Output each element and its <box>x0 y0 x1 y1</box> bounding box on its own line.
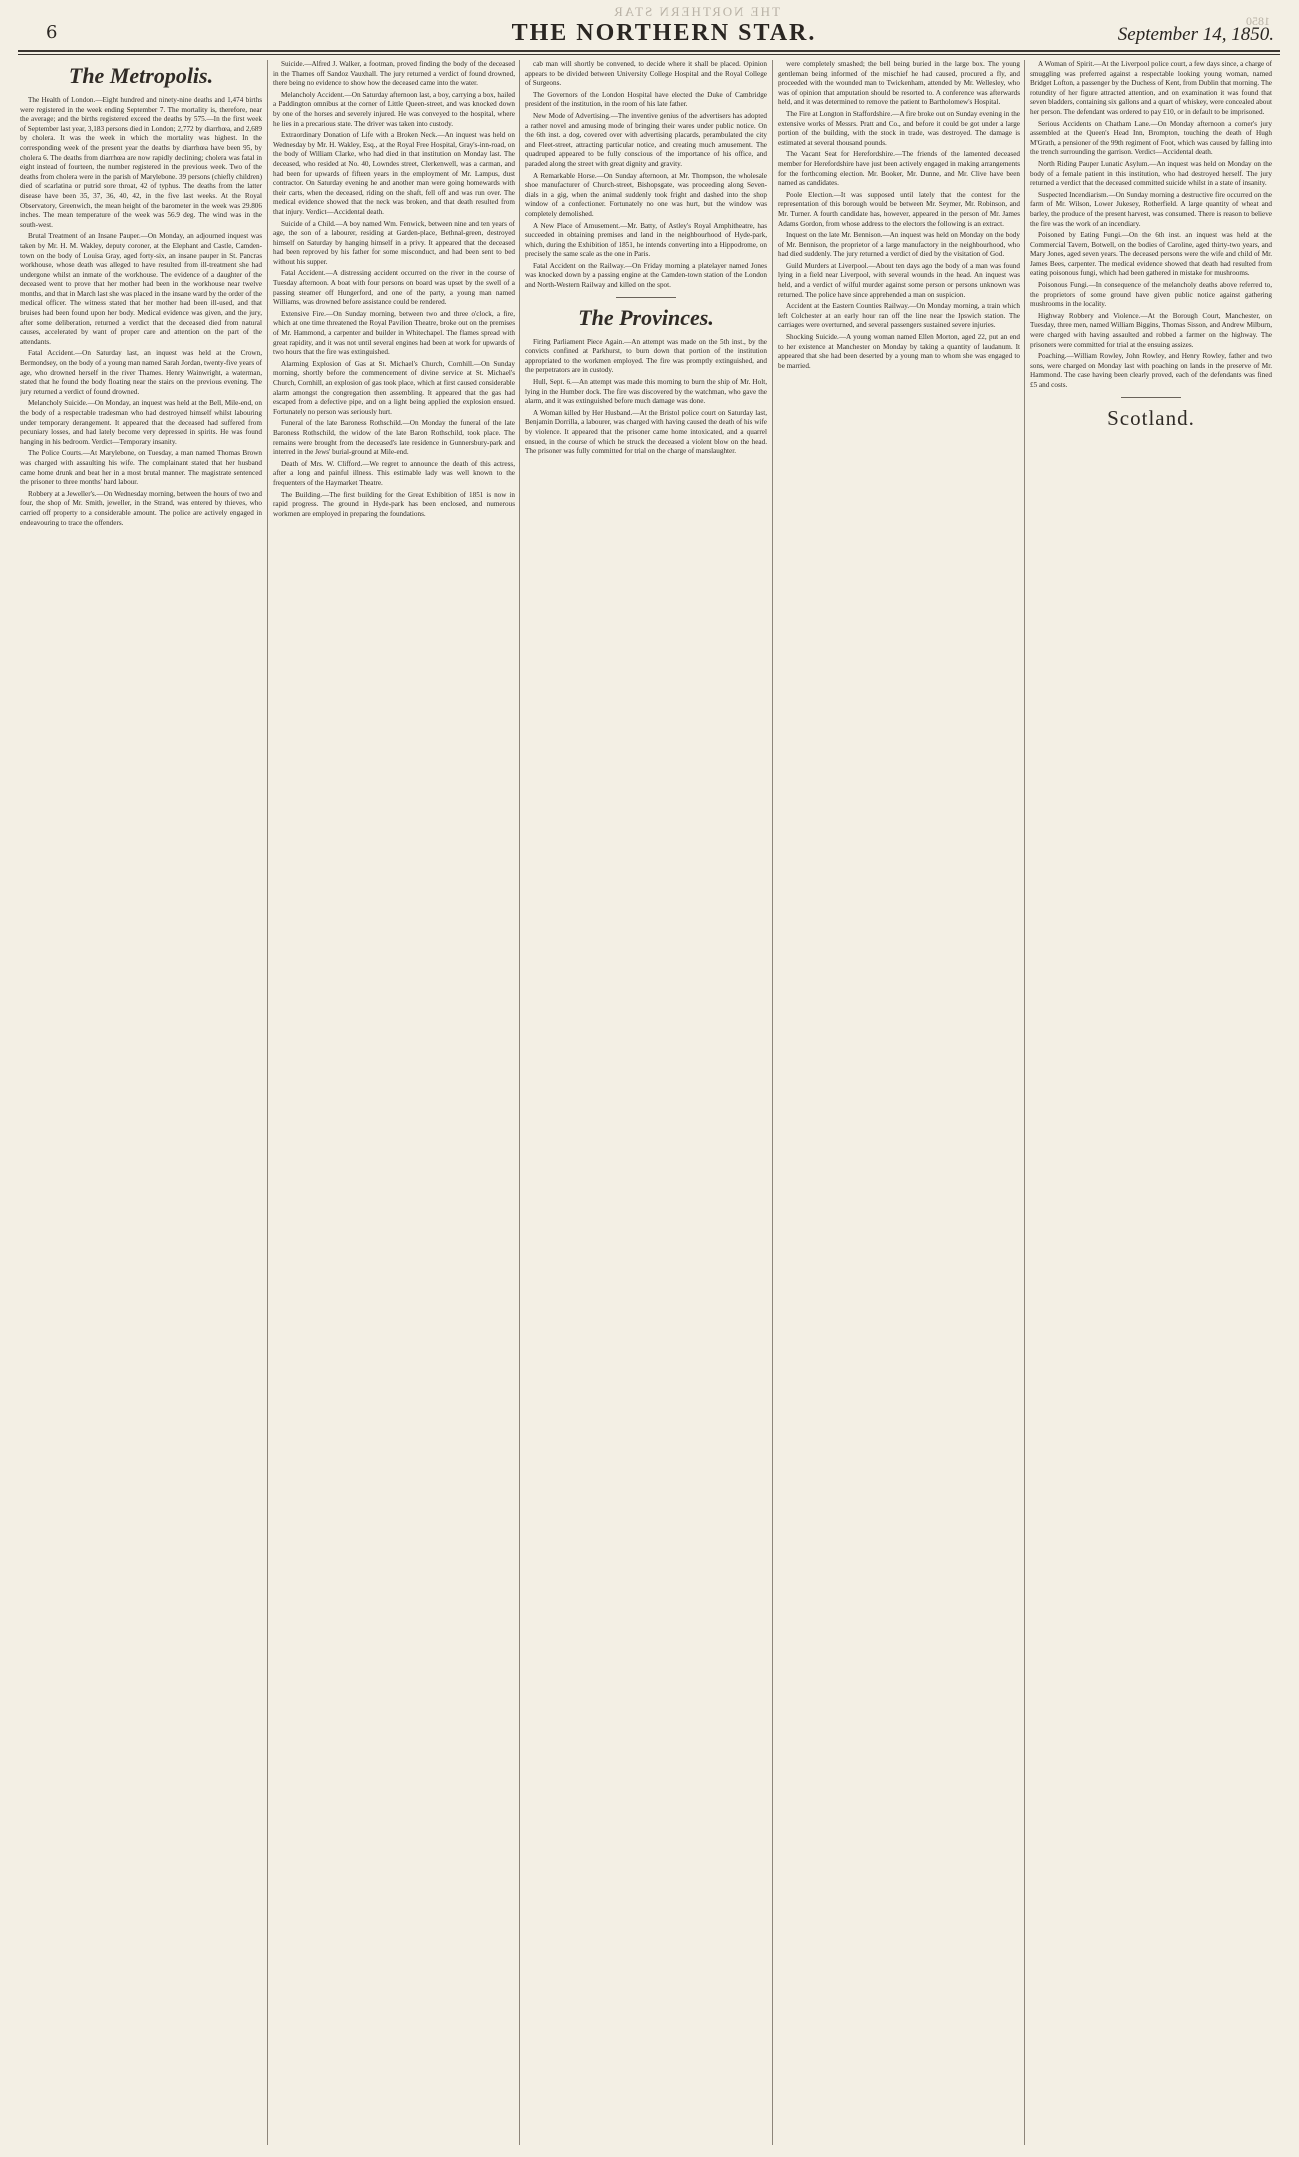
column-5 <box>1030 60 1272 2145</box>
article-paragraph: Extensive Fire.—On Sunday morning, between two and three o'clock, a fire, which at one time threatened the Royal Pavilion Theatre, broke out on the premises of Mr. Hammond, a carpenter and builder in Whitechapel. The flames spread with great rapidity, and it was not until several engines had been at work for upwards of two hours that the fire was extinguished. <box>273 309 515 357</box>
article-paragraph: Poole Election.—It was supposed until lately that the contest for the representation of this borough would be between Mr. Seymer, Mr. Robinson, and Mr. Turner. A fourth candidate has, however, appeared in the person of Mr. James Adams Gordon, from whose address to the electors the following is an extract. <box>778 190 1020 228</box>
article-paragraph: Poaching.—William Rowley, John Rowley, and Henry Rowley, father and two sons, were charged on Monday last with poaching on lands in the preserve of Mr. Hammond. The case having been clearly proved, each of the defendants was fined £5 and costs. <box>1030 352 1272 389</box>
article-paragraph: New Mode of Advertising.—The inventive genius of the advertisers has adopted a rather novel and amusing mode of bringing their wares under public notice. On the 6th inst. a dog, covered over with advertising placards, perambulated the city and Fleet-street, attracting particular notice, and creating much amusement. The quadruped appeared to be fully conscious of the importance of his office, and paraded along the street with great dignity and gravity. <box>525 111 767 168</box>
section-heading-metropolis: The Metropolis. <box>68 63 214 88</box>
article-paragraph: Melancholy Suicide.—On Monday, an inquest was held at the Bell, Mile-end, on the body of a respectable tradesman who had destroyed himself whilst labouring under temporary derangement. It appeared that the deceased had suffered from pecuniary losses, and had lately become very depressed in spirits. He was found hanging in his bedroom. Verdict—Temporary insanity. <box>20 399 262 446</box>
header-rule <box>18 50 1280 52</box>
article-paragraph: Extraordinary Donation of Life with a Broken Neck.—An inquest was held on Wednesday by Mr. H. Wakley, Esq., at the Royal Free Hospital, Gray's-inn-road, on the body of William Clarke, who had died in that institution on Monday last. The deceased, who resided at No. 40, Lowndes street, Clerkenwell, was a carman, and had been for upwards of fifteen years in the employment of Mr. Lampus, dust contractor. On Saturday evening he and another man were going homewards with their carts, when the deceased, riding on the shaft, fell off and was run over. The medical evidence showed that the neck was broken, and that death resulted from that injury. Verdict—Accidental death. <box>273 131 515 216</box>
article-paragraph: were completely smashed; the bell being buried in the large box. The young gentleman being informed of the mischief he had caused, procured a fly, and proceeded with the wounded man to Twickenham, attended by Mr. Wellesley, who was of opinion that amputation should be resorted to. A conference was afterwards held, and it was determined to remove the patient to Bartholomew's Hospital. <box>778 60 1020 107</box>
article-paragraph: Shocking Suicide.—A young woman named Ellen Morton, aged 22, put an end to her existence at Manchester on Monday by taking a quantity of laudanum. It appeared that she had been deserted by a young man to whom she was engaged to be married. <box>778 333 1020 370</box>
article-paragraph: Funeral of the late Baroness Rothschild.—On Monday the funeral of the late Baroness Rothschild, the widow of the late Baron Rothschild, took place. The remains were brought from the deceased's late residence in Gunnersbury-park and interred in the Jews' burial-ground at Mile-end. <box>273 419 515 457</box>
issue-date: September 14, 1850. <box>1117 24 1274 45</box>
article-paragraph: Fatal Accident.—On Saturday last, an inquest was held at the Crown, Bermondsey, on the body of a young man named Sarah Jordan, twenty-five years of age, who drowned herself in the river Thames. Henry Wainwright, a waterman, stated that he found the body floating near the stairs on the previous evening. The jury returned a verdict of found drowned. <box>20 349 262 396</box>
page-number: 6 <box>46 22 58 43</box>
article-paragraph: The Police Courts.—At Marylebone, on Tuesday, a man named Thomas Brown was charged with assaulting his wife. The complainant stated that her husband came home drunk and beat her in a most brutal manner. The magistrate sentenced the prisoner to three months' hard labour. <box>20 449 262 487</box>
column-divider <box>1024 60 1025 2145</box>
column-3 <box>525 60 767 2145</box>
article-paragraph: Guild Murders at Liverpool.—About ten days ago the body of a man was found lying in a field near Liverpool, with several wounds in the head. An inquest was held, and a verdict of wilful murder against some person or persons unknown was returned. The police have since apprehended a man on suspicion. <box>778 261 1020 299</box>
article-paragraph: The Vacant Seat for Herefordshire.—The friends of the lamented deceased member for Herefordshire have just been actively engaged in making arrangements for the forthcoming election. Mr. Booker, Mr. Dunne, and Mr. Clive have been named as candidates. <box>778 150 1020 188</box>
page-header <box>14 20 1284 50</box>
article-paragraph: A Remarkable Horse.—On Sunday afternoon, at Mr. Thompson, the wholesale shoe manufacturer of Church-street, Bishopsgate, was proceeding along Seven-dials in a gig, when the animal suddenly took fright and dashed into the shop window of a confectioner. Fortunately no one was hurt, but the window was completely demolished. <box>525 171 767 218</box>
article-paragraph: Poisoned by Eating Fungi.—On the 6th inst. an inquest was held at the Commercial Tavern, Botwell, on the bodies of Caroline, aged thirty-two years, and Mary Jones, aged seven years. The deceased persons were the wife and child of Mr. James Bees, carpenter. The medical evidence showed that death had resulted from eating poisonous fungi, which had been gathered in mistake for mushrooms. <box>1030 231 1272 278</box>
column-1 <box>20 60 262 2145</box>
article-paragraph: Brutal Treatment of an Insane Pauper.—On Monday, an adjourned inquest was taken by Mr. H. M. Wakley, deputy coroner, at the Elephant and Castle, Camden-town on the body of Louisa Gray, aged forty-six, an insane pauper in St. Pancras workhouse, whose death was alleged to have resulted from ill-treatment she had undergone whilst an inmate of the workhouse. The evidence of a daughter of the deceased went to prove that her mother had been in the workhouse near twelve months, and that in March last she was placed in the insane ward by the order of the medical officer. The witness stated that her mother had been ill-used, and that bruises had been found upon her body. Medical evidence was given, and the jury, after some deliberation, returned a verdict that the deceased died from natural causes, accelerated by want of proper care and attention on the part of the attendants. <box>20 232 262 346</box>
article-paragraph: The Health of London.—Eight hundred and ninety-nine deaths and 1,474 births were registered in the week ending September 7. The mortality is, therefore, near the average; and the births registered exceed the deaths by 575.—In the first week of September last year, 3,183 persons died in London; 2,772 by diarrhœa, and 2,689 by cholera. It was the week in which the mortality was highest. In the corresponding week of the present year the deaths by diarrhœa have been 95, by cholera 6. The deaths from diarrhœa are now rapidly declining; cholera was fatal in eight instead of fourteen, the number registered in the previous week. Two of the deaths from cholera were in the parish of Marylebone. 39 persons (chiefly children) died of scarlatina or putrid sore throat, 42 of typhus. The deaths from the latter disease have been 35, 37, 36, 40, 42, in the five last weeks. At the Royal Observatory, Greenwich, the mean height of the barometer in the week was 29.806 inches. The mean temperature of the week was 56.9 deg. The wind was in the south-west. <box>20 96 262 229</box>
article-paragraph: Highway Robbery and Violence.—At the Borough Court, Manchester, on Tuesday, three men, named William Biggins, Thomas Sisson, and Andrew Milburn, were charged with having assaulted and robbed a farmer on the highway. The prisoners were committed for trial at the ensuing assizes. <box>1030 311 1272 349</box>
article-paragraph: A Woman of Spirit.—At the Liverpool police court, a few days since, a charge of smuggling was preferred against a respectable looking young woman, named Bridget Lofton, a passenger by the Duchess of Kent, from Dublin that morning. The rotundity of her figure attracted attention, and on examination it was found that seven bladders, containing six gallons and a quart of whiskey, were concealed about her person. The defendant was ordered to pay £10, or in default to be imprisoned. <box>1030 60 1272 116</box>
article-paragraph: Alarming Explosion of Gas at St. Michael's Church, Cornhill.—On Sunday morning, shortly before the commencement of divine service at St. Michael's Church, Cornhill, an explosion of gas took place, which at first caused considerable alarm amongst the congregation then assembling. It appeared that the gas had escaped from a defective pipe, and on a light being applied the explosion ensued. Fortunately no person was seriously hurt. <box>273 359 515 416</box>
column-2 <box>273 60 515 2145</box>
article-paragraph: A New Place of Amusement.—Mr. Batty, of Astley's Royal Amphitheatre, has succeeded in obtaining premises and land in the neighbourhood of Hyde-park, which, during the Exhibition of 1851, he intends converting into a Hippodrome, on precisely the same scale as the one in Paris. <box>525 221 767 259</box>
section-divider <box>616 297 676 298</box>
section-divider <box>1121 397 1181 398</box>
column-divider <box>519 60 520 2145</box>
mirrored-bleed-date: 1850 <box>1246 14 1270 28</box>
article-paragraph: Firing Parliament Piece Again.—An attempt was made on the 5th inst., by the convicts confined at Parkhurst, to burn down that portion of the institution appropriated to the workmen employed. The fire was promptly extinguished, and the perpetrators are in custody. <box>525 337 767 375</box>
article-paragraph: Fatal Accident.—A distressing accident occurred on the river in the course of Tuesday afternoon. A boat with four persons on board was upset by the swell of a passing steamer off Hungerford, and one of the party, a young man named Williams, was drowned before assistance could be rendered. <box>273 269 515 307</box>
article-paragraph: The Fire at Longton in Staffordshire.—A fire broke out on Sunday evening in the extensive works of Messrs. Pratt and Co., and before it could be got under a large portion of the building, with the stock in trade, was destroyed. The damage is estimated at several thousand pounds. <box>778 109 1020 147</box>
article-paragraph: Serious Accidents on Chatham Lane.—On Monday afternoon a corner's jury assembled at the Queen's Head Inn, Brompton, touching the death of Hugh M'Grath, a pensioner of the 99th regiment of Foot, which was caused by falling into the trench surrounding the garrison. Verdict—Accidental death. <box>1030 119 1272 157</box>
article-paragraph: Suicide.—Alfred J. Walker, a footman, proved finding the body of the deceased in the Thames off Sandoz Vauxhall. The jury returned a verdict of found drowned, there being no evidence to show how the deceased came into the water. <box>273 60 515 88</box>
column-divider <box>772 60 773 2145</box>
column-4 <box>778 60 1020 2145</box>
header-rule-thin <box>18 54 1280 55</box>
article-paragraph: Robbery at a Jeweller's.—On Wednesday morning, between the hours of two and four, the shop of Mr. Smith, jeweller, in the Strand, was entered by thieves, who carried off property to a considerable amount. The police are actively engaged in endeavouring to trace the offenders. <box>20 489 262 527</box>
article-paragraph: North Riding Pauper Lunatic Asylum.—An inquest was held on Monday on the body of a female patient in this institution, who had destroyed herself. The jury returned a verdict that the deceased committed suicide whilst in a state of insanity. <box>1030 159 1272 188</box>
masthead-title: THE NORTHERN STAR. <box>511 20 817 46</box>
article-paragraph: Death of Mrs. W. Clifford.—We regret to announce the death of this actress, after a long and painful illness. This estimable lady was well known to the frequenters of the Haymarket Theatre. <box>273 459 515 487</box>
article-paragraph: A Woman killed by Her Husband.—At the Bristol police court on Saturday last, Benjamin Dorrilla, a labourer, was charged with having caused the death of his wife by violence. It appeared that the prisoner came home intoxicated, and a quarrel ensued, in the course of which he struck the deceased a violent blow on the head. The prisoner was fully committed for trial on the charge of manslaughter. <box>525 408 767 456</box>
article-paragraph: Accident at the Eastern Counties Railway.—On Monday morning, a train which left Colchester at an early hour ran off the line near the Ipswich station. The carriages were overturned, and several passengers sustained severe injuries. <box>778 302 1020 330</box>
article-paragraph: The Governors of the London Hospital have elected the Duke of Cambridge president of the institution, in the room of his late father. <box>525 90 767 109</box>
article-paragraph: cab man will shortly be convened, to decide where it shall be placed. Opinion appears to be divided between University College Hospital and the Royal College of Surgeons. <box>525 60 767 88</box>
column-divider <box>267 60 268 2145</box>
article-paragraph: Inquest on the late Mr. Bennison.—An inquest was held on Monday on the body of Mr. Bennison, the proprietor of a large manufactory in the neighbourhood, who had died suddenly. The jury returned a verdict of died by the visitation of God. <box>778 231 1020 259</box>
article-paragraph: Poisonous Fungi.—In consequence of the melancholy deaths above referred to, the proprietors of some ground have given public notice against gathering mushrooms in the locality. <box>1030 281 1272 309</box>
article-paragraph: Suicide of a Child.—A boy named Wm. Fenwick, between nine and ten years of age, the son of a labourer, residing at Garden-place, Bethnal-green, destroyed himself on Saturday by hanging himself in a privy. It appeared that the deceased had been reproved by his father for some misconduct, and had been sent to bed without his supper. <box>273 219 515 266</box>
section-heading-provinces: The Provinces. <box>578 304 714 330</box>
article-paragraph: Suspected Incendiarism.—On Sunday morning a destructive fire occurred on the farm of Mr. Wilson, Lower Jukesey, Rotherfield. A large quantity of wheat and barley, the produce of the present harvest, was consumed. There is reason to believe the fire was the work of an incendiary. <box>1030 190 1272 228</box>
article-paragraph: Melancholy Accident.—On Saturday afternoon last, a boy, carrying a box, hailed a Paddington omnibus at the corner of Little Queen-street, and was knocked down by one of the horses and severely injured. He was conveyed to the hospital, where he lies in a precarious state. The driver was taken into custody. <box>273 90 515 128</box>
section-heading-scotland: Scotland. <box>1107 405 1195 430</box>
mirrored-bleed-title: THE NORTHERN STAR <box>612 4 780 19</box>
article-paragraph: Hull, Sept. 6.—An attempt was made this morning to burn the ship of Mr. Holt, lying in the Humber dock. The fire was discovered by the watchman, who gave the alarm, and it was extinguished before much damage was done. <box>525 378 767 406</box>
article-paragraph: Fatal Accident on the Railway.—On Friday morning a platelayer named Jones was knocked down by a passing engine at the Camden-town station of the London and North-Western Railway and killed on the spot. <box>525 261 767 290</box>
article-paragraph: The Building.—The first building for the Great Exhibition of 1851 is now in rapid progress. The ground in Hyde-park has been enclosed, and numerous workmen are employed in preparing the foundations. <box>273 490 515 518</box>
